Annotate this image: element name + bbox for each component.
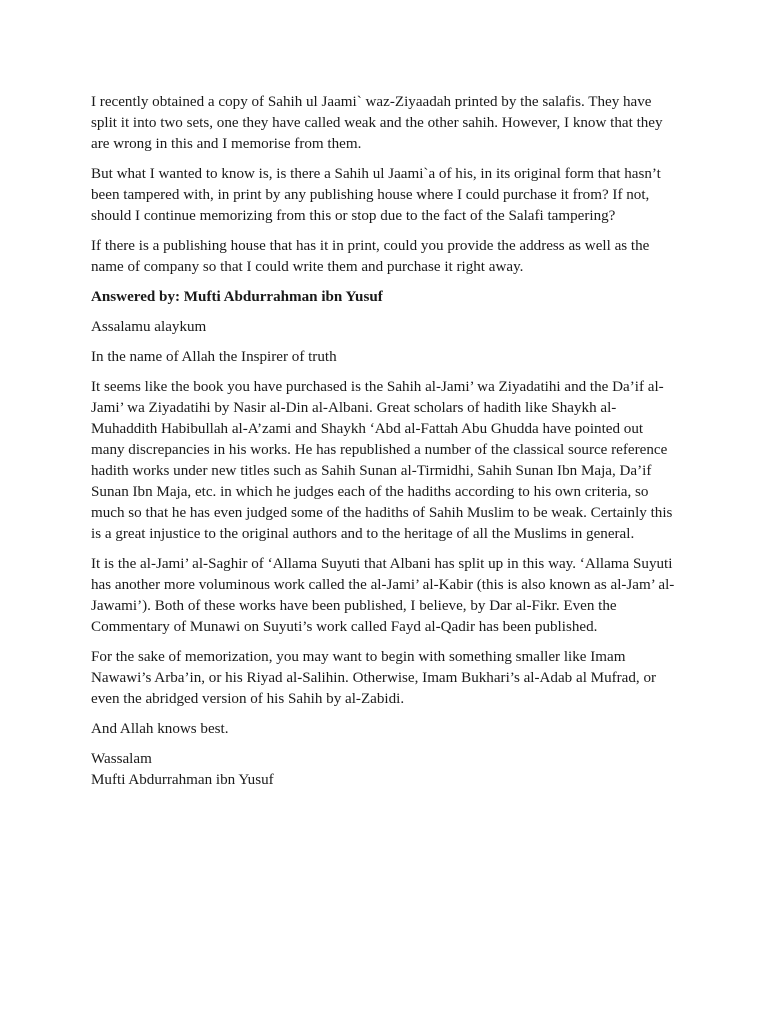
invocation: In the name of Allah the Inspirer of truth [91, 349, 337, 365]
greeting: Assalamu alaykum [91, 319, 207, 335]
signature: Mufti Abdurrahman ibn Yusuf [91, 772, 274, 788]
question-paragraph-1: I recently obtained a copy of Sahih ul Jaami` waz-Ziyaadah printed by the salafis. They have split it into two sets, one they have called weak and the other sahih. However, I know that they are wrong in this and I memorise from them. [91, 94, 663, 152]
answer-paragraph-3: For the sake of memorization, you may want to begin with something smaller like Imam Nawawi’s Arba’in, or his Riyad al-Salihin. Otherwise, Imam Bukhari’s al-Adab al Mufrad, or even the abridged version of his Sahih by al-Zabidi. [91, 649, 657, 707]
answered-by-heading: Answered by: Mufti Abdurrahman ibn Yusuf [91, 289, 383, 305]
document-body [91, 92, 676, 791]
question-paragraph-2: But what I wanted to know is, is there a Sahih ul Jaami`a of his, in its original form that hasn’t been tampered with, in print by any publishing house where I could purchase it from? If not, should I continue memorizing from this or stop due to the fact of the Salafi tampering? [91, 166, 661, 224]
answer-paragraph-1: It seems like the book you have purchased is the Sahih al-Jami’ wa Ziyadatihi and the Da’if al- Jami’ wa Ziyadatihi by Nasir al-Din al-Albani. Great scholars of hadith like Shaykh al- Muhaddith Habibullah al-A’zami and Shaykh ‘Abd al-Fattah Abu Ghudda have pointed out many discrepancies in his works. He has republished a number of the classical source reference hadith works under new titles such as Sahih Sunan al-Tirmidhi, Sahih Sunan Ibn Maja, Da’if Sunan Ibn Maja, etc. in which he judges each of the hadiths according to his own criteria, so much so that he has even judged some of the hadiths of Sahih Muslim to be weak. Certainly this is a great injustice to the original authors and to the heritage of all the Muslims in general. [91, 379, 673, 542]
answer-paragraph-2: It is the al-Jami’ al-Saghir of ‘Allama Suyuti that Albani has split up in this way. ‘Allama Suyuti has another more voluminous work called the al-Jami’ al-Kabir (this is also known as al-Jam’ al- Jawami’). Both of these works have been published, I believe, by Dar al-Fikr. Even the Commentary of Munawi on Suyuti’s work called Fayd al-Qadir has been published. [91, 556, 675, 635]
closing-line: And Allah knows best. [91, 721, 229, 737]
question-paragraph-3: If there is a publishing house that has it in print, could you provide the address as well as the name of company so that I could write them and purchase it right away. [91, 238, 650, 275]
salutation: Wassalam [91, 751, 152, 767]
